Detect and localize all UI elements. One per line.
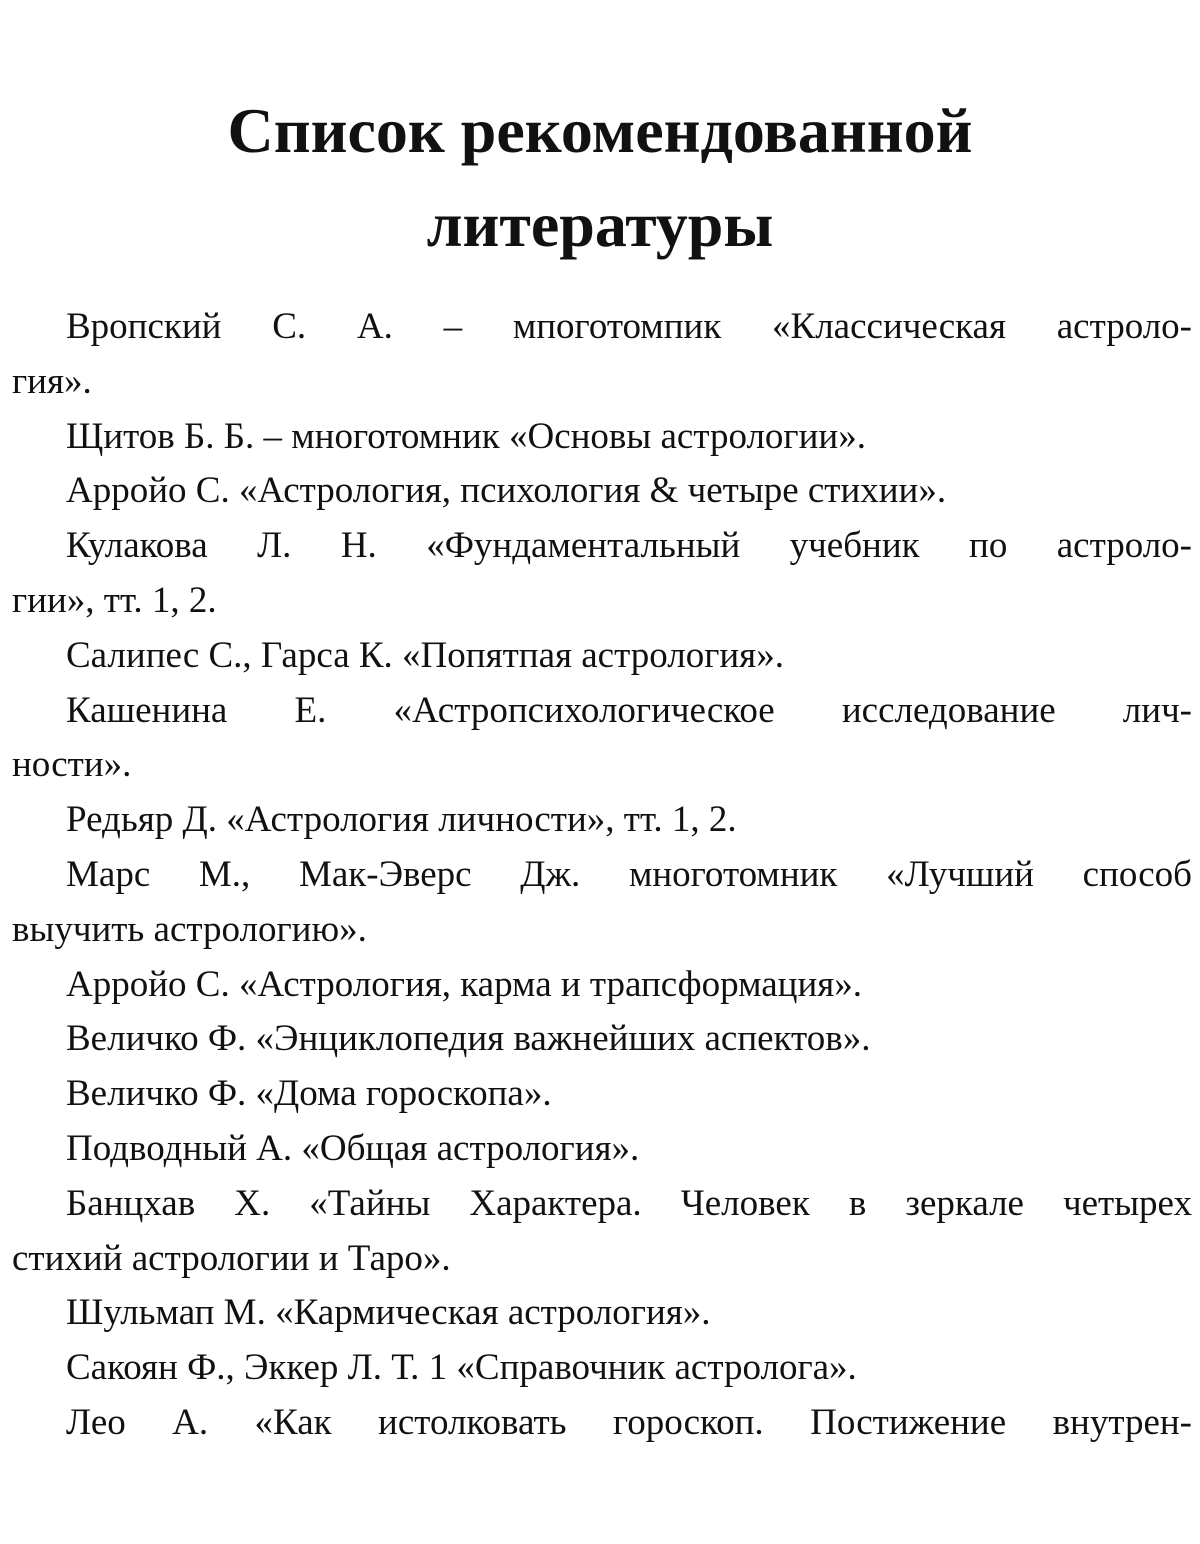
reference-line: Банцхав Х. «Тайны Характера. Человек в зеркале четырех (66, 1182, 1192, 1224)
reference-line: Кашенина Е. «Астропсихологическое исследование лич- (66, 689, 1192, 731)
reference-line: Шульмап М. «Кармическая астрология». (66, 1292, 711, 1334)
reference-line: Щитов Б. Б. – многотомник «Основы астрологии». (66, 415, 866, 457)
title-line-1: Список рекомендованной (227, 95, 973, 166)
reference-list (12, 300, 1192, 1451)
reference-line: стихий астрологии и Таро». (12, 1237, 451, 1279)
reference-line: Редьяр Д. «Астрология личности», тт. 1, 2. (66, 799, 737, 841)
reference-line: Арройо С. «Астрология, карма и трапсформация». (66, 963, 863, 1005)
reference-line: Подводный А. «Общая астрология». (66, 1127, 640, 1169)
reference-line: Сакоян Ф., Эккер Л. Т. 1 «Справочник астролога». (66, 1347, 857, 1389)
reference-line: Лео А. «Как истолковать гороскоп. Постижение внутрен- (66, 1401, 1192, 1443)
reference-line: Величко Ф. «Дома гороскопа». (66, 1073, 552, 1115)
reference-line: Вропский С. А. – мпоготомпик «Классическая астроло- (66, 306, 1192, 347)
reference-line: ности». (12, 744, 132, 786)
title-line-2: литературы (426, 189, 774, 260)
page-title (0, 84, 1200, 272)
reference-line: гия». (12, 360, 92, 402)
reference-line: Арройо С. «Астрология, психология & четыре стихии». (66, 470, 947, 512)
reference-line: выучить астрологию». (12, 908, 367, 950)
reference-line: Марс М., Мак-Эверс Дж. многотомник «Лучший способ (66, 853, 1192, 895)
reference-line: Салипес С., Гарса К. «Попятпая астрология». (66, 634, 784, 676)
reference-line: гии», тт. 1, 2. (12, 579, 217, 621)
reference-line: Кулакова Л. Н. «Фундаментальный учебник по астроло- (66, 525, 1192, 567)
reference-line: Величко Ф. «Энциклопедия важнейших аспектов». (66, 1018, 871, 1060)
